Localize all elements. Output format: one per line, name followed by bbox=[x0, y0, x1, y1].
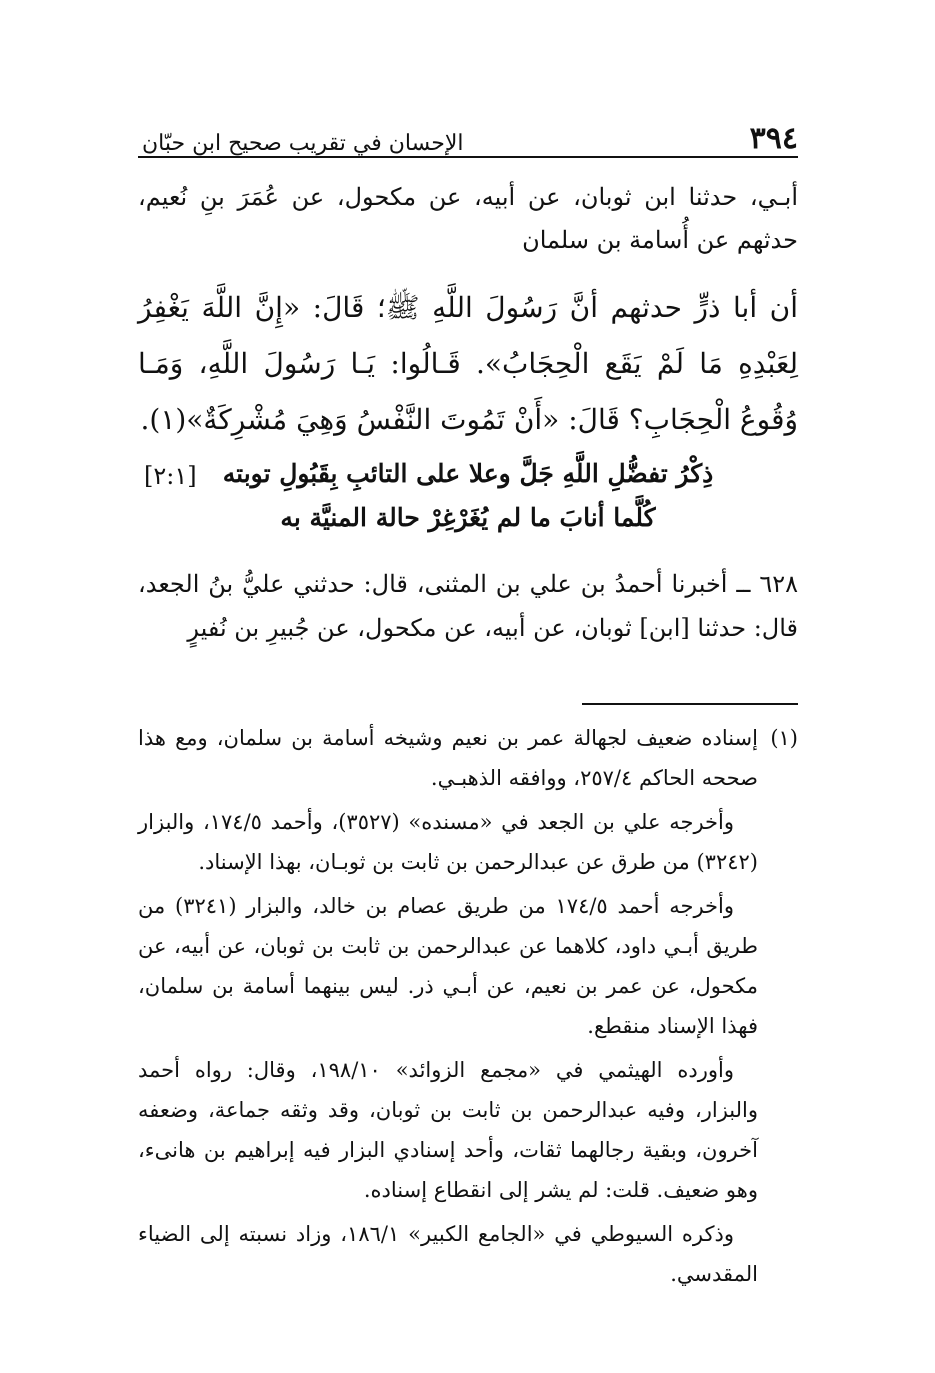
footnote-paragraph: وأورده الهيثمي في «مجمع الزوائد» ١٩٨/١٠، وقال: رواه أحمد والبزار، وفيه عبدالرحمن بن ثابت بن ثوبان، وقد وثقه جماعة، وضعفه آخرون، وبقية رجالهما ثقات، وأحد إسنادي البزار فيه إبراهيم بن هانىء، وهو ضعيف. قلت: لم يشر إلى انقطاع إسناده. bbox=[138, 1058, 758, 1202]
chapter-heading bbox=[138, 452, 798, 540]
running-header bbox=[138, 100, 798, 156]
hadith-628: ٦٢٨ ــ أخبرنا أحمدُ بن علي بن المثنى، قال: حدثني عليُّ بنُ الجعد، قال: حدثنا [ابن] ثوبان، عن أبيه، عن مكحول، عن جُبيرِ بن نُفيرٍ bbox=[138, 570, 798, 642]
isnad-continuation: أبـي، حدثنا ابن ثوبان، عن أبيه، عن مكحول، عن عُمَرَ بنِ نُعيم، حدثهم عن أُسامة بن سلمان bbox=[138, 183, 798, 254]
footnote-paragraph: وأخرجه أحمد ١٧٤/٥ من طريق عصام بن خالد، والبزار (٣٢٤١) من طريق أبـي داود، كلاهما عن عبدالرحمن بن ثابت بن ثوبان، عن أبيه، عن مكحول، عن عمر بن نعيم، عن أبـي ذر. ليس بينهما أسامة بن سلمان، فهذا الإسناد منقطع. bbox=[138, 894, 758, 1038]
footnotes bbox=[138, 718, 798, 1298]
chapter-heading-line-1: ذِكْرُ تفضُّلِ اللَّهِ جَلَّ وعلا على التائبِ بِقَبُولِ توبته bbox=[222, 459, 714, 488]
footnote-paragraph bbox=[138, 718, 798, 798]
chapter-heading-line-2: كُلَّما أنابَ ما لم يُغَرْغِرْ حالة المنيَّة به bbox=[280, 503, 656, 532]
footnote-divider bbox=[582, 703, 798, 705]
matn-text: أن أبا ذرٍّ حدثهم أنَّ رَسُولَ اللَّهِ ﷺ؛ قَالَ: «إِنَّ اللَّهَ يَغْفِرُ لِعَبْدِهِ مَا لَمْ يَقَع الْحِجَابُ». قَـالُوا: يَـا رَسُولَ اللَّهِ، وَمَـا وُقُوعُ الْحِجَابِ؟ قَالَ: «أَنْ تَمُوتَ النَّفْسُ وَهِيَ مُشْرِكَةٌ»(١). bbox=[138, 291, 798, 436]
page-number: ٣٩٤ bbox=[749, 121, 798, 156]
footnote-marker: (١) bbox=[770, 726, 798, 750]
footnote-text: إسناده ضعيف لجهالة عمر بن نعيم وشيخه أسامة بن سلمان، ومع هذا صححه الحاكم ٢٥٧/٤، ووافقه الذهبـي. bbox=[138, 726, 758, 790]
book-title: الإحسان في تقريب صحيح ابن حبّان bbox=[142, 131, 464, 156]
footnote-paragraph: وذكره السيوطي في «الجامع الكبير» ١٨٦/١، وزاد نسبته إلى الضياء المقدسي. bbox=[138, 1222, 758, 1286]
hadith-reference: [٢:١] bbox=[144, 462, 197, 490]
footnote-paragraph: وأخرجه علي بن الجعد في «مسنده» (٣٥٢٧)، وأحمد ١٧٤/٥، والبزار (٣٢٤٢) من طرق عن عبدالرحمن بن ثابت بن ثوبـان، بهذا الإسناد. bbox=[138, 810, 758, 874]
header-divider bbox=[138, 156, 798, 158]
